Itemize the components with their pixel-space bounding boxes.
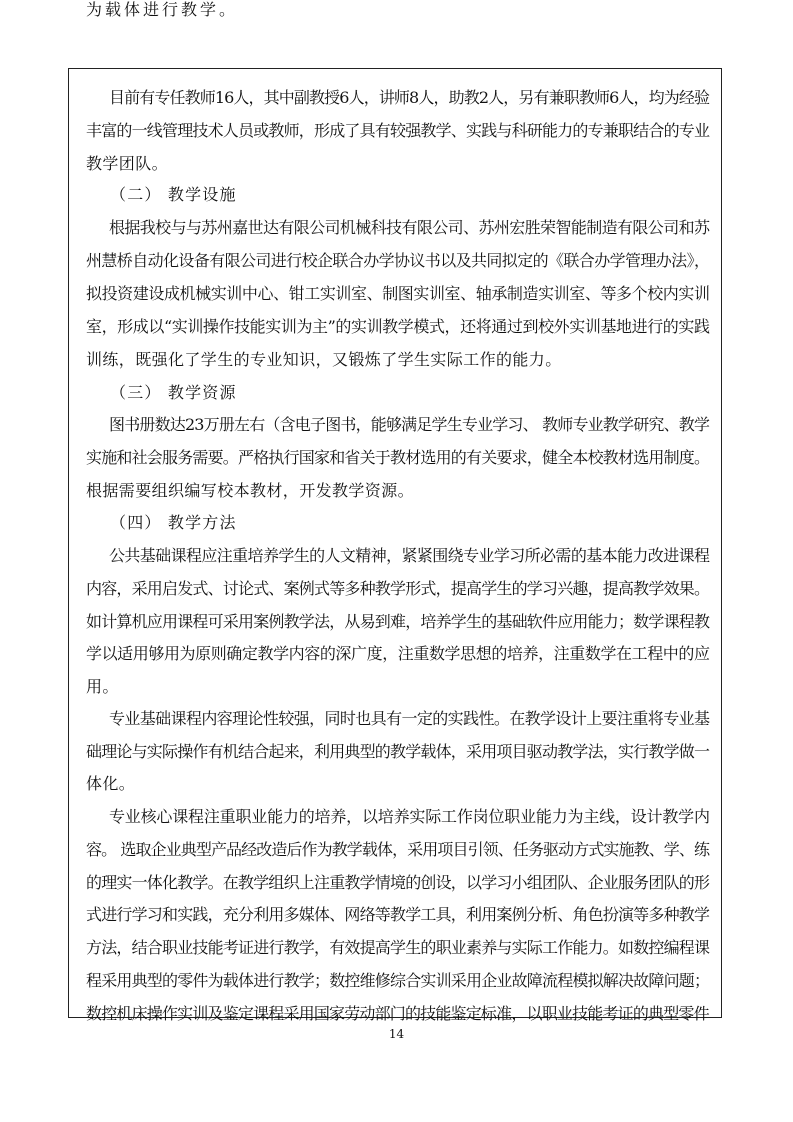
- text-line: 专业基础课程内容理论性较强，同时也具有一定的实践性。在教学设计上要注重将专业基: [109, 709, 710, 728]
- text-line: 方法，结合职业技能考证进行教学，有效提高学生的职业素养与实际工作能力。如数控编程课: [86, 938, 710, 957]
- text-line: 础理论与实际操作有机结合起来，利用典型的教学载体，采用项目驱动教学法，实行教学做一: [86, 742, 710, 761]
- text-line: 内容，采用启发式、讨论式、案例式等多种教学形式，提高学生的学习兴趣，提高教学效果。: [86, 579, 710, 598]
- text-line: 为载体进行教学。: [86, 0, 239, 19]
- page-number: 14: [388, 1027, 405, 1041]
- text-line: 程采用典型的零件为载体进行教学；数控维修综合实训采用企业故障流程模拟解决故障问题；: [86, 971, 710, 990]
- text-line: 用。: [86, 677, 119, 696]
- text-line: 拟投资建设成机械实训中心、钳工实训室、制图实训室、轴承制造实训室、等多个校内实训: [86, 284, 710, 303]
- text-line: 训练，既强化了学生的专业知识，又锻炼了学生实际工作的能力。: [86, 350, 562, 369]
- text-line: 州慧桥自动化设备有限公司进行校企联合办学协议书以及共同拟定的《联合办学管理办法》，: [86, 251, 710, 270]
- text-line: 实施和社会服务需要。严格执行国家和省关于教材选用的有关要求，健全本校教材选用制度。: [86, 448, 710, 467]
- text-line: 公共基础课程应注重培养学生的人文精神，紧紧围绕专业学习所必需的基本能力改进课程: [109, 546, 710, 565]
- text-line: 室，形成以“实训操作技能实训为主”的实训教学模式，还将通过到校外实训基地进行的实践: [86, 317, 710, 336]
- text-line: 容。 选取企业典型产品经改造后作为教学载体，采用项目引领、任务驱动方式实施教、学、练: [86, 840, 710, 859]
- text-line: 专业核心课程注重职业能力的培养，以培养实际工作岗位职业能力为主线，设计教学内: [109, 807, 710, 826]
- text-line: 根据我校与与苏州嘉世达有限公司机械科技有限公司、苏州宏胜荣智能制造有限公司和苏: [109, 218, 710, 237]
- text-line: 图书册数达23万册左右（含电子图书，能够满足学生专业学习、 教师专业教学研究、教学: [109, 415, 710, 434]
- text-line: 如计算机应用课程可采用案例教学法，从易到难，培养学生的基础软件应用能力；数学课程教: [86, 612, 710, 631]
- section-heading-facilities: （二） 教学设施: [110, 185, 237, 204]
- section-heading-resources: （三） 教学资源: [110, 383, 237, 402]
- text-line: 的理实一体化教学。在教学组织上注重教学情境的创设，以学习小组团队、企业服务团队的形: [86, 873, 710, 892]
- text-line: 学以适用够用为原则确定教学内容的深广度，注重数学思想的培养，注重数学在工程中的应: [86, 644, 710, 663]
- text-line: 体化。: [86, 774, 136, 793]
- text-line: 数控机床操作实训及鉴定课程采用国家劳动部门的技能鉴定标准，以职业技能考证的典型零件: [86, 1004, 709, 1023]
- text-line: 式进行学习和实践，充分利用多媒体、网络等教学工具，利用案例分析、角色扮演等多种教学: [86, 905, 710, 924]
- text-line: 根据需要组织编写校本教材，开发教学资源。: [86, 481, 415, 500]
- section-heading-methods: （四） 教学方法: [110, 513, 237, 532]
- text-line: 丰富的一线管理技术人员或教师，形成了具有较强教学、实践与科研能力的专兼职结合的专业: [86, 121, 710, 140]
- text-line: 教学团队。: [86, 154, 169, 173]
- text-line: 目前有专任教师16人，其中副教授6人，讲师8人，助教2人，另有兼职教师6人，均为经验: [109, 88, 710, 107]
